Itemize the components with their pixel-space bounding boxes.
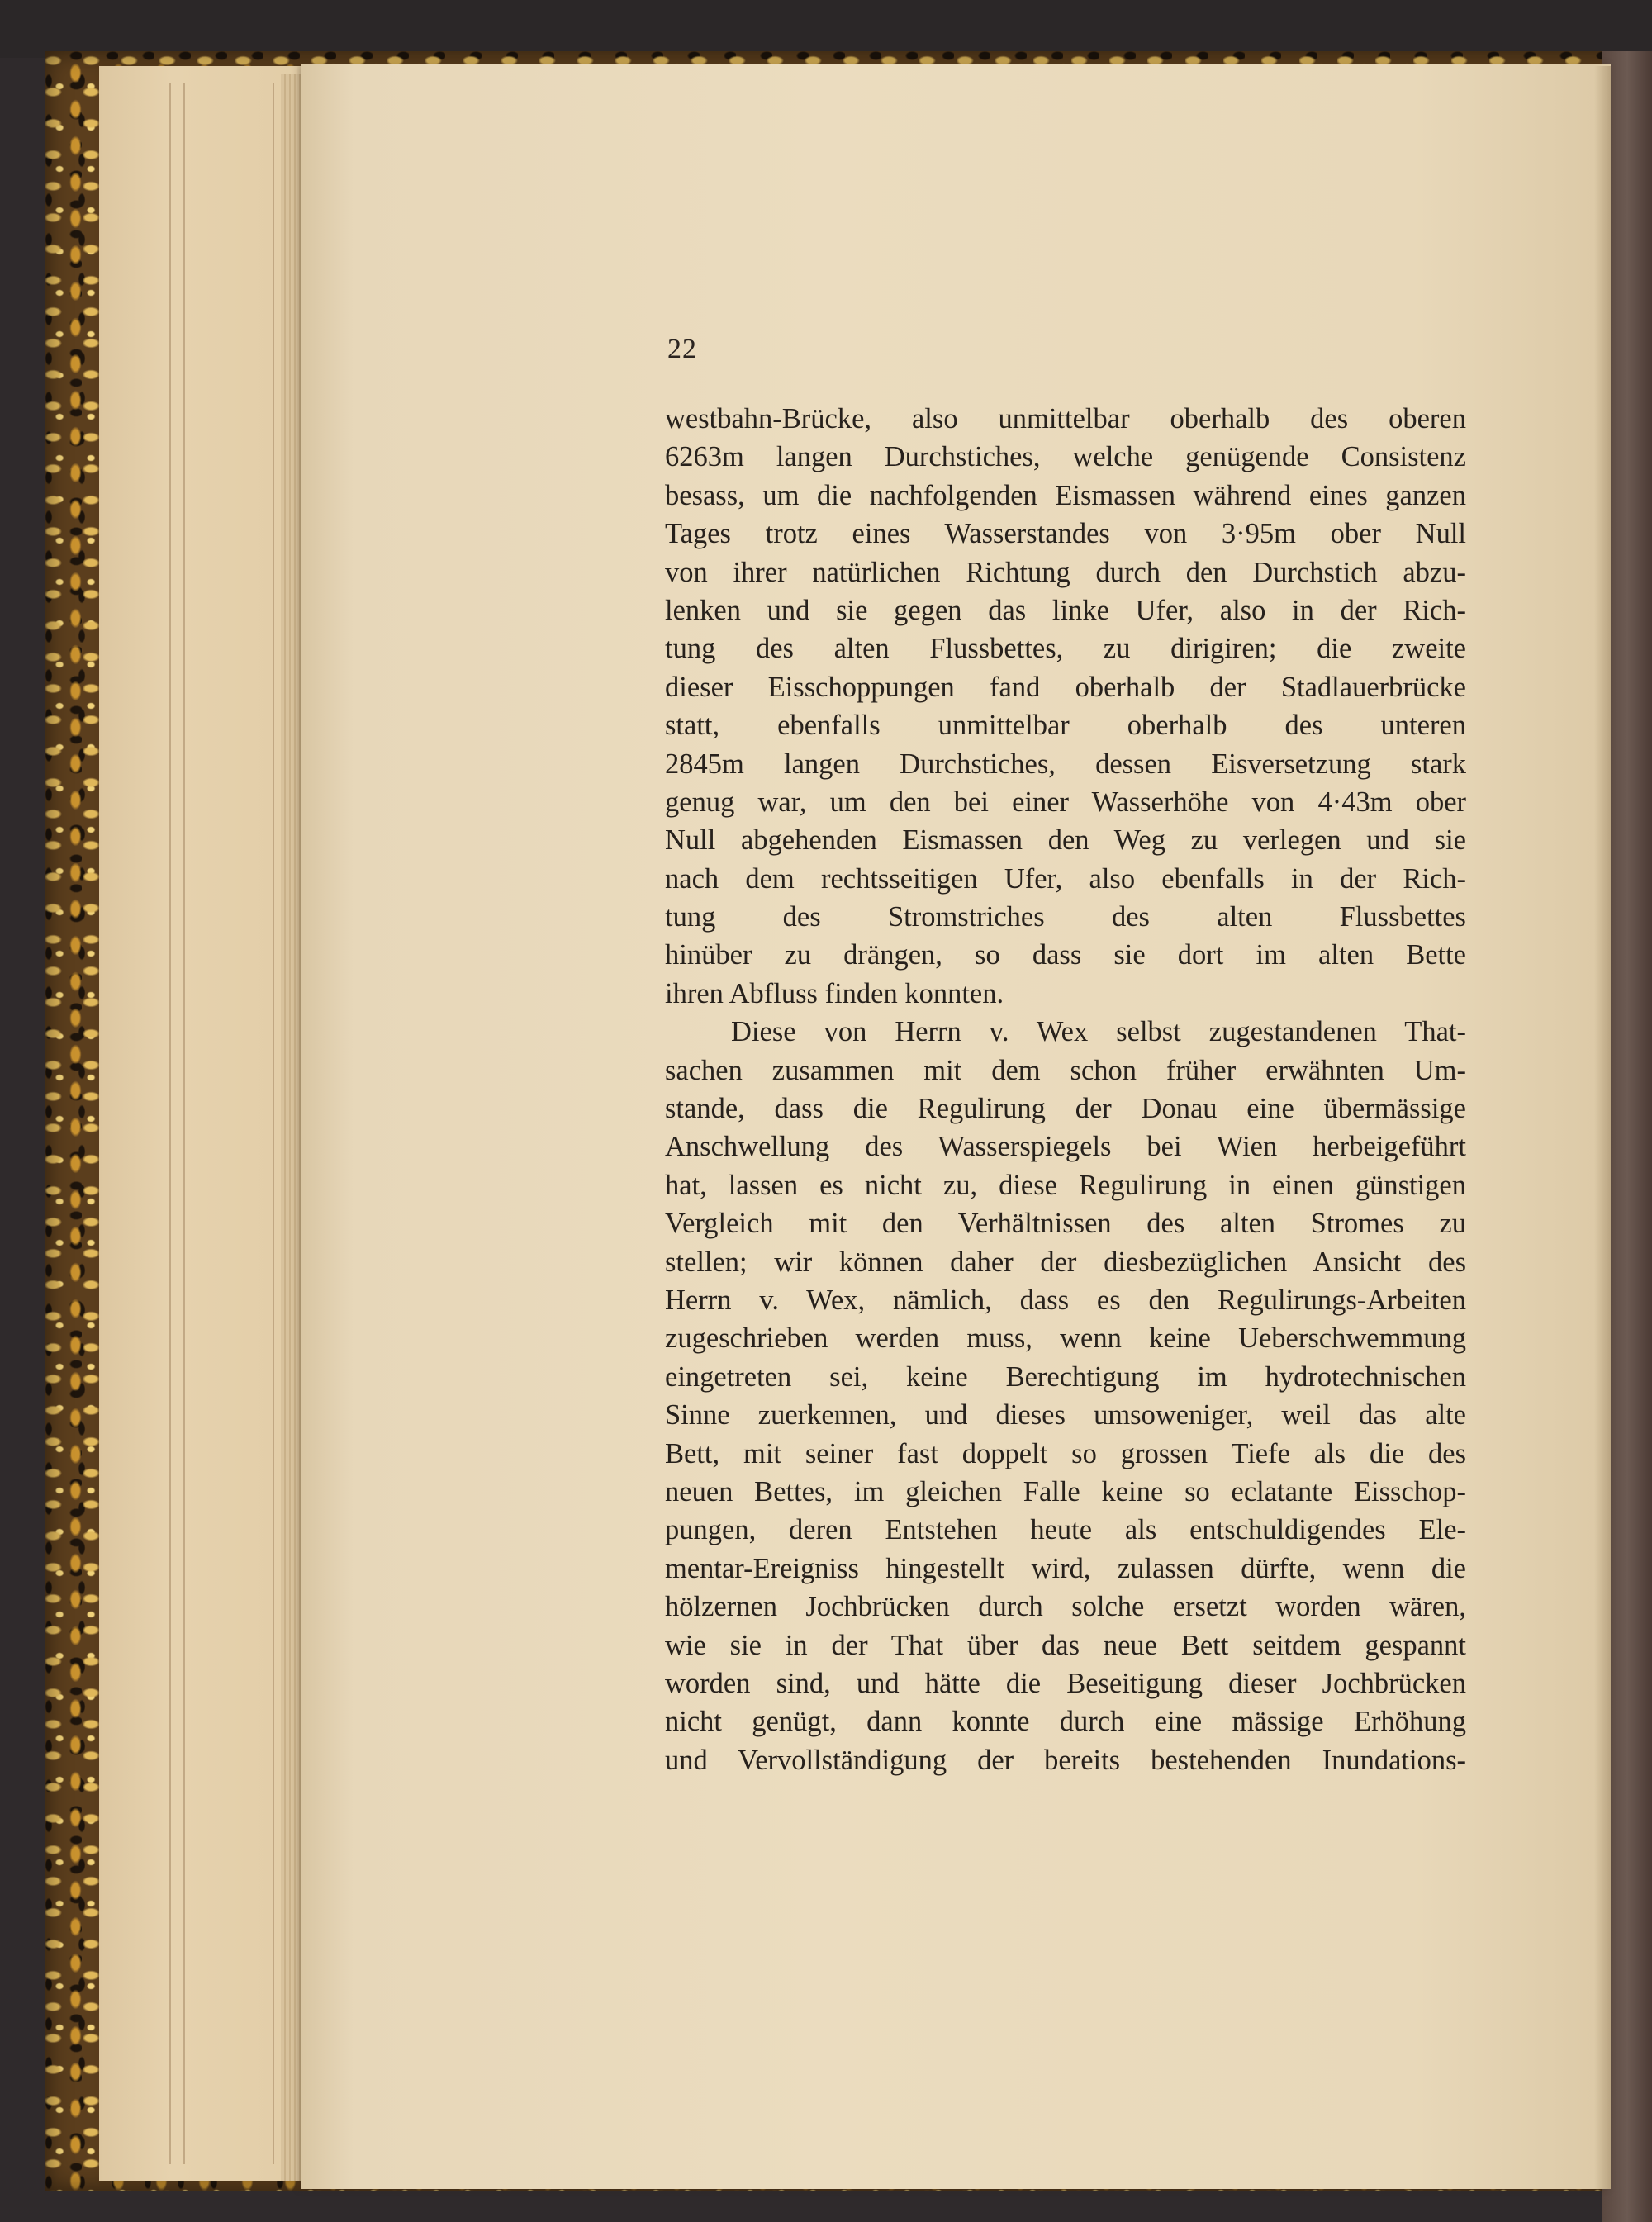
text-line: Vergleich mit den Verhältnissen des alten Stromes zu: [665, 1208, 1466, 1240]
body-text: [665, 400, 1466, 1779]
text-line: wie sie in der That über das neue Bett seitdem gespannt: [665, 1629, 1466, 1661]
text-line: tung des Stromstriches des alten Flussbettes: [665, 901, 1466, 933]
text-line: besass, um die nachfolgenden Eismassen während eines ganzen: [665, 479, 1466, 511]
text-line: worden sind, und hätte die Beseitigung dieser Jochbrücken: [665, 1667, 1466, 1699]
text-line: genug war, um den bei einer Wasserhöhe von 4·43m ober: [665, 786, 1466, 818]
text-line: 6263m langen Durchstiches, welche genügende Consistenz: [665, 441, 1466, 473]
text-line: 2845m langen Durchstiches, dessen Eisversetzung stark: [665, 748, 1466, 780]
text-line: westbahn-Brücke, also unmittelbar oberhalb des oberen: [665, 403, 1466, 434]
text-line: Sinne zuerkennen, und dieses umsoweniger, weil das alte: [665, 1399, 1466, 1431]
flyleaf-edge-line: [273, 83, 274, 2164]
text-line: neuen Bettes, im gleichen Falle keine so eclatante Eisschop-: [665, 1475, 1466, 1507]
left-flyleaf: [99, 66, 306, 2181]
text-line: von ihrer natürlichen Richtung durch den Durchstich abzu-: [665, 556, 1466, 588]
text-line: Anschwellung des Wasserspiegels bei Wien herbeigeführt: [665, 1131, 1466, 1163]
text-line: zugeschrieben werden muss, wenn keine Ueberschwemmung: [665, 1322, 1466, 1355]
text-line: hat, lassen es nicht zu, diese Regulirung in einen günstigen: [665, 1169, 1466, 1201]
text-line: mentar-Ereigniss hingestellt wird, zulassen dürfte, wenn die: [665, 1552, 1466, 1584]
text-line: Tages trotz eines Wasserstandes von 3·95m ober Null: [665, 518, 1466, 550]
scan-background: [0, 0, 1652, 58]
text-line: lenken und sie gegen das linke Ufer, also in der Rich-: [665, 594, 1466, 626]
text-line: Diese von Herrn v. Wex selbst zugestandenen That-: [731, 1016, 1466, 1048]
text-line: Bett, mit seiner fast doppelt so grossen Tiefe als die des: [665, 1437, 1466, 1469]
page-number: 22: [667, 334, 697, 364]
text-line: ihren Abfluss finden konnten.: [665, 977, 1004, 1009]
text-line: eingetreten sei, keine Berechtigung im hydrotechnischen: [665, 1360, 1466, 1393]
text-line: stande, dass die Regulirung der Donau eine übermässige: [665, 1093, 1466, 1125]
text-line: Null abgehenden Eismassen den Weg zu verlegen und sie: [665, 824, 1466, 857]
text-line: pungen, deren Entstehen heute als entschuldigendes Ele-: [665, 1514, 1466, 1546]
text-line: nicht genügt, dann konnte durch eine mässige Erhöhung: [665, 1706, 1466, 1738]
flyleaf-edge-line: [169, 83, 171, 2164]
text-line: hinüber zu drängen, so dass sie dort im alten Bette: [665, 939, 1466, 971]
page-right-shade: [1594, 66, 1611, 2189]
text-line: nach dem rechtsseitigen Ufer, also ebenfalls in der Rich-: [665, 862, 1466, 895]
text-line: dieser Eisschoppungen fand oberhalb der Stadlauerbrücke: [665, 671, 1466, 703]
text-line: stellen; wir können daher der diesbezüglichen Ansicht des: [665, 1246, 1466, 1278]
text-line: Herrn v. Wex, nämlich, dass es den Regulirungs-Arbeiten: [665, 1284, 1466, 1316]
text-line: und Vervollständigung der bereits bestehenden Inundations-: [665, 1744, 1466, 1776]
text-line: tung des alten Flussbettes, zu dirigiren; die zweite: [665, 633, 1466, 665]
text-line: sachen zusammen mit dem schon früher erwähnten Um-: [665, 1054, 1466, 1086]
text-line: hölzernen Jochbrücken durch solche ersetzt worden wären,: [665, 1591, 1466, 1623]
text-line: statt, ebenfalls unmittelbar oberhalb des unteren: [665, 710, 1466, 742]
flyleaf-edge-line: [183, 83, 185, 2164]
